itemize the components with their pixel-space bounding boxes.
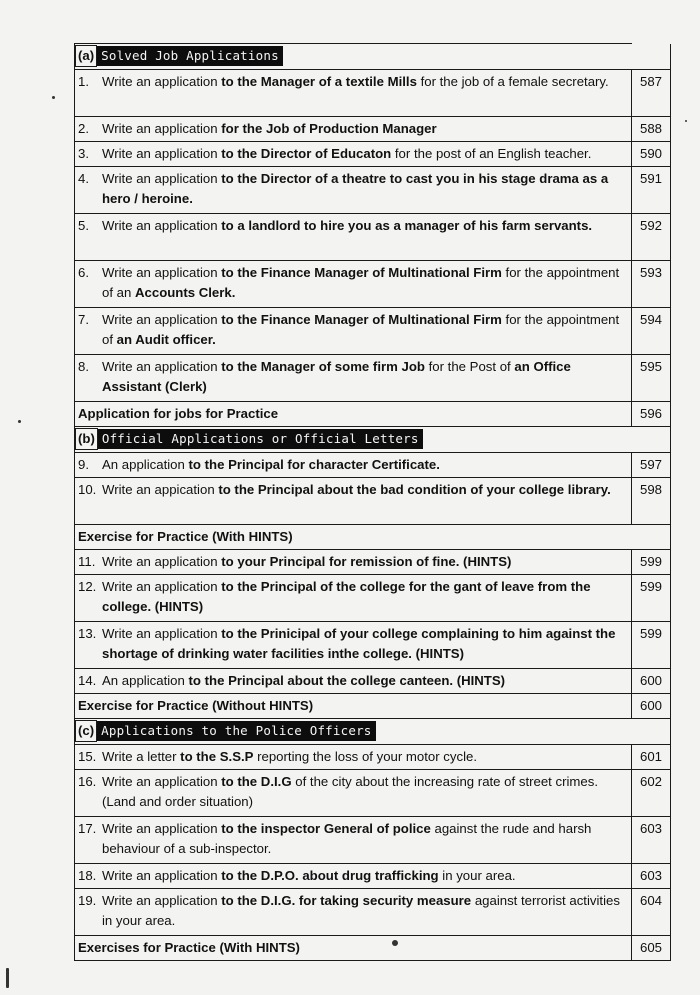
item-bold-text: an Office Assistant (Clerk) bbox=[102, 359, 571, 394]
item-number: 15. bbox=[78, 749, 97, 764]
item-bold-text: to the Finance Manager of Multinational Firm bbox=[221, 312, 502, 327]
practice-row bbox=[75, 694, 671, 719]
page-number: 602 bbox=[632, 770, 671, 817]
scan-speck bbox=[392, 940, 398, 946]
scan-speck bbox=[18, 420, 21, 423]
item-bold-text: to the Principal about the college canteen. (HINTS) bbox=[188, 673, 506, 688]
section-title: Solved Job Applications bbox=[97, 46, 283, 66]
item-text: against the rude and harsh behaviour of a sub-inspector. bbox=[102, 821, 592, 856]
table-row bbox=[75, 770, 671, 817]
practice-row bbox=[75, 936, 671, 961]
item-number: 12. bbox=[78, 579, 97, 594]
item-number: 6. bbox=[78, 265, 89, 280]
table-row bbox=[75, 622, 671, 669]
page-number: 604 bbox=[632, 889, 671, 936]
page-number: 601 bbox=[632, 745, 671, 770]
item-text: Write an application bbox=[102, 821, 222, 836]
item-number: 5. bbox=[78, 218, 89, 233]
page-number: 605 bbox=[632, 936, 671, 961]
page-number: 599 bbox=[632, 622, 671, 669]
item-text: Write an application bbox=[102, 868, 222, 883]
item-bold-text: to the Director of Educaton bbox=[221, 146, 392, 161]
item-number: 1. bbox=[78, 74, 89, 89]
item-bold-text: to the Manager of a textile Mills bbox=[221, 74, 417, 89]
scan-speck bbox=[52, 96, 55, 99]
item-bold-text: an Audit officer. bbox=[116, 332, 216, 347]
table-row bbox=[75, 142, 671, 167]
section-header-a bbox=[75, 44, 671, 70]
table-row bbox=[75, 817, 671, 864]
section-title: Applications to the Police Officers bbox=[97, 721, 375, 741]
table-row bbox=[75, 453, 671, 478]
item-bold-text: to the inspector General of police bbox=[221, 821, 431, 836]
page-number: 597 bbox=[632, 453, 671, 478]
item-number: 4. bbox=[78, 171, 89, 186]
item-bold-text: to the D.P.O. about drug trafficking bbox=[221, 868, 439, 883]
section-header-b bbox=[75, 427, 671, 453]
item-text: Write an application bbox=[102, 774, 222, 789]
item-text: against terrorist activities in your area. bbox=[102, 893, 620, 928]
item-bold-text: to the Principal about the bad condition of your college library. bbox=[218, 482, 611, 497]
item-number: 8. bbox=[78, 359, 89, 374]
page-number: 598 bbox=[632, 478, 671, 525]
item-text: Write an application bbox=[102, 579, 222, 594]
item-bold-text: to the Principal for character Certificate. bbox=[188, 457, 440, 472]
item-bold-text: to the Principal of the college for the gant of leave from the college. (HINTS) bbox=[102, 579, 591, 614]
table-row bbox=[75, 70, 671, 117]
section-letter: (c) bbox=[75, 720, 97, 742]
section-letter: (b) bbox=[75, 428, 98, 450]
table-row bbox=[75, 745, 671, 770]
item-number: 17. bbox=[78, 821, 97, 836]
item-number: 14. bbox=[78, 673, 97, 688]
item-bold-text: to the Finance Manager of Multinational Firm bbox=[221, 265, 502, 280]
item-number: 18. bbox=[78, 868, 97, 883]
page-number: 595 bbox=[632, 355, 671, 402]
item-number: 9. bbox=[78, 457, 89, 472]
item-text: reporting the loss of your motor cycle. bbox=[253, 749, 478, 764]
page-number: 593 bbox=[632, 261, 671, 308]
practice-label: Exercises for Practice (With HINTS) bbox=[75, 936, 632, 961]
practice-label: Application for jobs for Practice bbox=[75, 402, 632, 427]
item-number: 11. bbox=[78, 554, 96, 569]
item-text: Write an appication bbox=[102, 482, 219, 497]
item-text: Write an application bbox=[102, 554, 222, 569]
item-text: for the post of an English teacher. bbox=[391, 146, 592, 161]
item-bold-text: to the Director of a theatre to cast you in his stage drama as a hero / heroine. bbox=[102, 171, 609, 206]
practice-label: Exercise for Practice (Without HINTS) bbox=[75, 694, 632, 719]
item-text: Write an application bbox=[102, 359, 222, 374]
item-text: for the appointment of an bbox=[102, 265, 620, 300]
page-number: 600 bbox=[632, 694, 671, 719]
item-number: 7. bbox=[78, 312, 89, 327]
table-row bbox=[75, 167, 671, 214]
item-number: 2. bbox=[78, 121, 89, 136]
practice-row bbox=[75, 402, 671, 427]
table-row bbox=[75, 550, 671, 575]
scan-speck bbox=[685, 120, 687, 122]
table-row bbox=[75, 478, 671, 525]
table-row bbox=[75, 864, 671, 889]
table-row bbox=[75, 261, 671, 308]
page-number: 603 bbox=[632, 864, 671, 889]
page-number: 588 bbox=[632, 117, 671, 142]
item-text: An application bbox=[102, 457, 189, 472]
item-bold-text: Accounts Clerk. bbox=[135, 285, 236, 300]
item-text: Write a letter bbox=[102, 749, 181, 764]
item-text: for the appointment of bbox=[102, 312, 620, 347]
section-title: Official Applications or Official Letters bbox=[98, 429, 423, 449]
item-number: 13. bbox=[78, 626, 97, 641]
item-text: Write an application bbox=[102, 626, 222, 641]
item-number: 19. bbox=[78, 893, 97, 908]
table-row bbox=[75, 117, 671, 142]
section-header-c bbox=[75, 719, 671, 745]
table-row bbox=[75, 308, 671, 355]
item-text: Write an application bbox=[102, 218, 222, 233]
item-bold-text: to a landlord to hire you as a manager of his farm servants. bbox=[221, 218, 593, 233]
item-bold-text: to the D.I.G. for taking security measure bbox=[221, 893, 472, 908]
page-number: 591 bbox=[632, 167, 671, 214]
table-row bbox=[75, 214, 671, 261]
item-text: in your area. bbox=[438, 868, 516, 883]
item-text: Write an application bbox=[102, 893, 222, 908]
contents-table bbox=[74, 43, 671, 961]
item-number: 3. bbox=[78, 146, 89, 161]
item-number: 16. bbox=[78, 774, 97, 789]
page-number: 600 bbox=[632, 669, 671, 694]
item-bold-text: for the Job of Production Manager bbox=[221, 121, 437, 136]
table-row bbox=[75, 669, 671, 694]
page-number: 603 bbox=[632, 817, 671, 864]
page-number: 596 bbox=[632, 402, 671, 427]
table-row bbox=[75, 355, 671, 402]
exercise-label: Exercise for Practice (With HINTS) bbox=[75, 525, 632, 550]
item-number: 10. bbox=[78, 482, 97, 497]
item-text: Write an application bbox=[102, 265, 222, 280]
table-row bbox=[75, 575, 671, 622]
item-text: Write an application bbox=[102, 146, 222, 161]
item-text: Write an application bbox=[102, 74, 222, 89]
exercise-row bbox=[75, 525, 671, 550]
page-number: 599 bbox=[632, 575, 671, 622]
scan-speck bbox=[6, 968, 9, 988]
item-text: Write an application bbox=[102, 171, 222, 186]
item-text: Write an application bbox=[102, 312, 222, 327]
table-row bbox=[75, 889, 671, 936]
item-text: for the job of a female secretary. bbox=[416, 74, 609, 89]
item-bold-text: to the Prinicipal of your college complaining to him against the shortage of drinking water facilities inthe college. (HINTS) bbox=[102, 626, 616, 661]
item-bold-text: to the Manager of some firm Job bbox=[221, 359, 425, 374]
item-text: An application bbox=[102, 673, 189, 688]
item-bold-text: to your Principal for remission of fine. (HINTS) bbox=[221, 554, 512, 569]
item-text: of the city about the increasing rate of street crimes. (Land and order situation) bbox=[102, 774, 598, 809]
page-number: 599 bbox=[632, 550, 671, 575]
item-text: Write an application bbox=[102, 121, 222, 136]
page-number: 594 bbox=[632, 308, 671, 355]
item-bold-text: to the D.I.G bbox=[221, 774, 292, 789]
item-bold-text: to the S.S.P bbox=[180, 749, 254, 764]
section-letter: (a) bbox=[75, 45, 97, 67]
page-number: 587 bbox=[632, 70, 671, 117]
item-text: for the Post of bbox=[424, 359, 515, 374]
page-number: 592 bbox=[632, 214, 671, 261]
page-number: 590 bbox=[632, 142, 671, 167]
contents-sheet bbox=[74, 43, 670, 961]
